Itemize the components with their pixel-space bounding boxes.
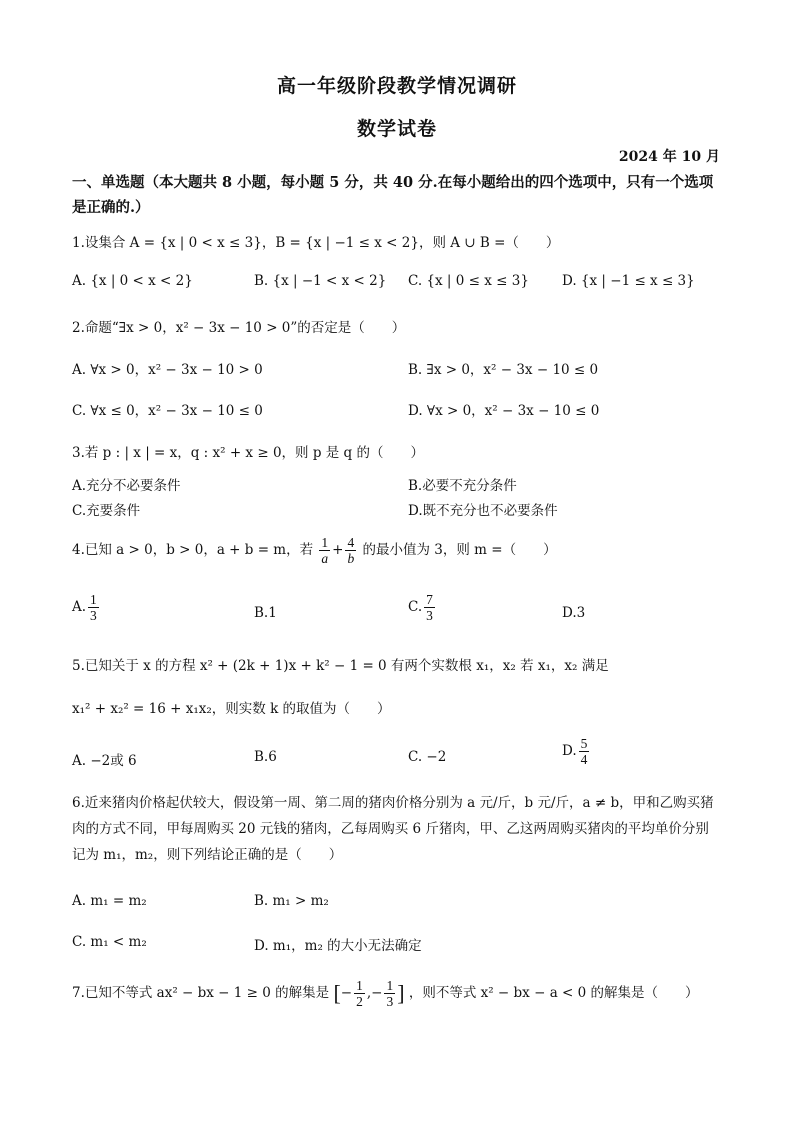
question-6-stem: 6.近来猪肉价格起伏较大，假设第一周、第二周的猪肉价格分别为 a 元/斤，b 元/斤，a ≠ b，甲和乙购买猪肉的方式不同，甲每周购买 20 元钱的猪肉，乙每周购买 6 斤猪肉，甲、乙这两周购买猪肉的平均单价分别记为 m₁，m₂，则下列结论正确的是（ ） (72, 795, 714, 863)
question-3-option-c: C.充要条件 (72, 503, 141, 519)
question-7-stem-post: ，则不等式 x² − bx − a < 0 的解集是（ ） (408, 985, 699, 1001)
right-bracket: ] (397, 980, 405, 1006)
question-4-stem-post: 的最小值为 3，则 m =（ ） (362, 542, 557, 558)
question-4-stem-pre: 4.已知 a > 0，b > 0，a + b = m，若 (72, 542, 314, 558)
question-5-stem-line-1: 5.已知关于 x 的方程 x² + (2k + 1)x + k² − 1 = 0 有两个实数根 x₁，x₂ 若 x₁，x₂ 满足 (72, 658, 609, 674)
question-1-option-d: D. {x | −1 ≤ x ≤ 3} (562, 273, 695, 289)
question-5-option-a: A. −2或 6 (72, 753, 137, 769)
question-7-stem: 7.已知不等式 ax² − bx − 1 ≥ 0 的解集是 [− $\frac{1}{2}$ ,− $\frac{1}{3}$ ] ，则不等式 x² − bx − a < 0 的解集是（ ） (72, 978, 699, 1009)
question-7-stem-pre: 7.已知不等式 ax² − bx − 1 ≥ 0 的解集是 (72, 985, 330, 1001)
question-3-option-d: D.既不充分也不必要条件 (408, 503, 558, 519)
question-4-option-b: B.1 (254, 605, 277, 621)
question-5-stem-line-2: x₁² + x₂² = 16 + x₁x₂，则实数 k 的取值为（ ） (72, 701, 391, 717)
fraction-1-over-a: $\frac{1}{a}$ (321, 535, 329, 566)
question-1-option-c: C. {x | 0 ≤ x ≤ 3} (408, 273, 529, 289)
question-5-option-c: C. −2 (408, 749, 447, 765)
question-4-option-d: D.3 (562, 605, 586, 621)
question-2-stem: 2.命题“∃x > 0，x² − 3x − 10 > 0”的否定是（ ） (72, 320, 406, 336)
question-1-option-b: B. {x | −1 < x < 2} (254, 273, 387, 289)
question-4-stem (72, 535, 557, 566)
question-3-option-a: A.充分不必要条件 (72, 478, 181, 494)
fraction-1-over-3-b: $\frac{1}{3}$ (386, 978, 394, 1009)
question-4-option-c: C. $\frac{7}{3}$ (408, 592, 433, 623)
question-4-option-a: A. $\frac{1}{3}$ (72, 592, 97, 623)
question-6-option-d: D. m₁，m₂ 的大小无法确定 (254, 938, 422, 954)
question-1-stem: 1.设集合 A = {x | 0 < x ≤ 3}，B = {x | −1 ≤ x < 2}，则 A ∪ B =（ ） (72, 235, 560, 251)
fraction-1-over-2: $\frac{1}{2}$ (356, 978, 363, 1009)
fraction-1-over-3: $\frac{1}{3}$ (90, 592, 97, 623)
question-6-option-a: A. m₁ = m₂ (72, 893, 147, 909)
fraction-5-over-4: $\frac{5}{4}$ (580, 736, 588, 767)
question-2-option-d: D. ∀x > 0，x² − 3x − 10 ≤ 0 (408, 403, 600, 419)
question-5-option-d: D. $\frac{5}{4}$ (562, 736, 588, 767)
exam-subtitle: 数学试卷 (356, 118, 437, 140)
question-2-option-c: C. ∀x ≤ 0，x² − 3x − 10 ≤ 0 (72, 403, 263, 419)
question-2-option-a: A. ∀x > 0，x² − 3x − 10 > 0 (72, 362, 263, 378)
question-3-option-b: B.必要不充分条件 (408, 478, 517, 494)
fraction-7-over-3: $\frac{7}{3}$ (426, 592, 433, 623)
exam-date: 2024 年 10 月 (618, 149, 720, 165)
fraction-4-over-b: $\frac{4}{b}$ (347, 535, 355, 566)
question-1-option-a: A. {x | 0 < x < 2} (72, 273, 193, 289)
plus-sign: + (332, 542, 344, 558)
section-heading: 一、单选题（本大题共 8 小题，每小题 5 分，共 40 分.在每小题给出的四个选项中，只有一个选项是正确的.） (72, 174, 714, 216)
left-bracket: [ (333, 980, 341, 1006)
question-3-stem: 3.若 p : | x | = x，q : x² + x ≥ 0，则 p 是 q 的（ ） (72, 445, 424, 461)
question-2-option-b: B. ∃x > 0，x² − 3x − 10 ≤ 0 (408, 362, 599, 378)
question-6-option-c: C. m₁ < m₂ (72, 934, 147, 950)
question-5-option-b: B.6 (254, 749, 277, 765)
question-6-option-b: B. m₁ > m₂ (254, 893, 329, 909)
exam-title: 高一年级阶段教学情况调研 (276, 75, 517, 97)
